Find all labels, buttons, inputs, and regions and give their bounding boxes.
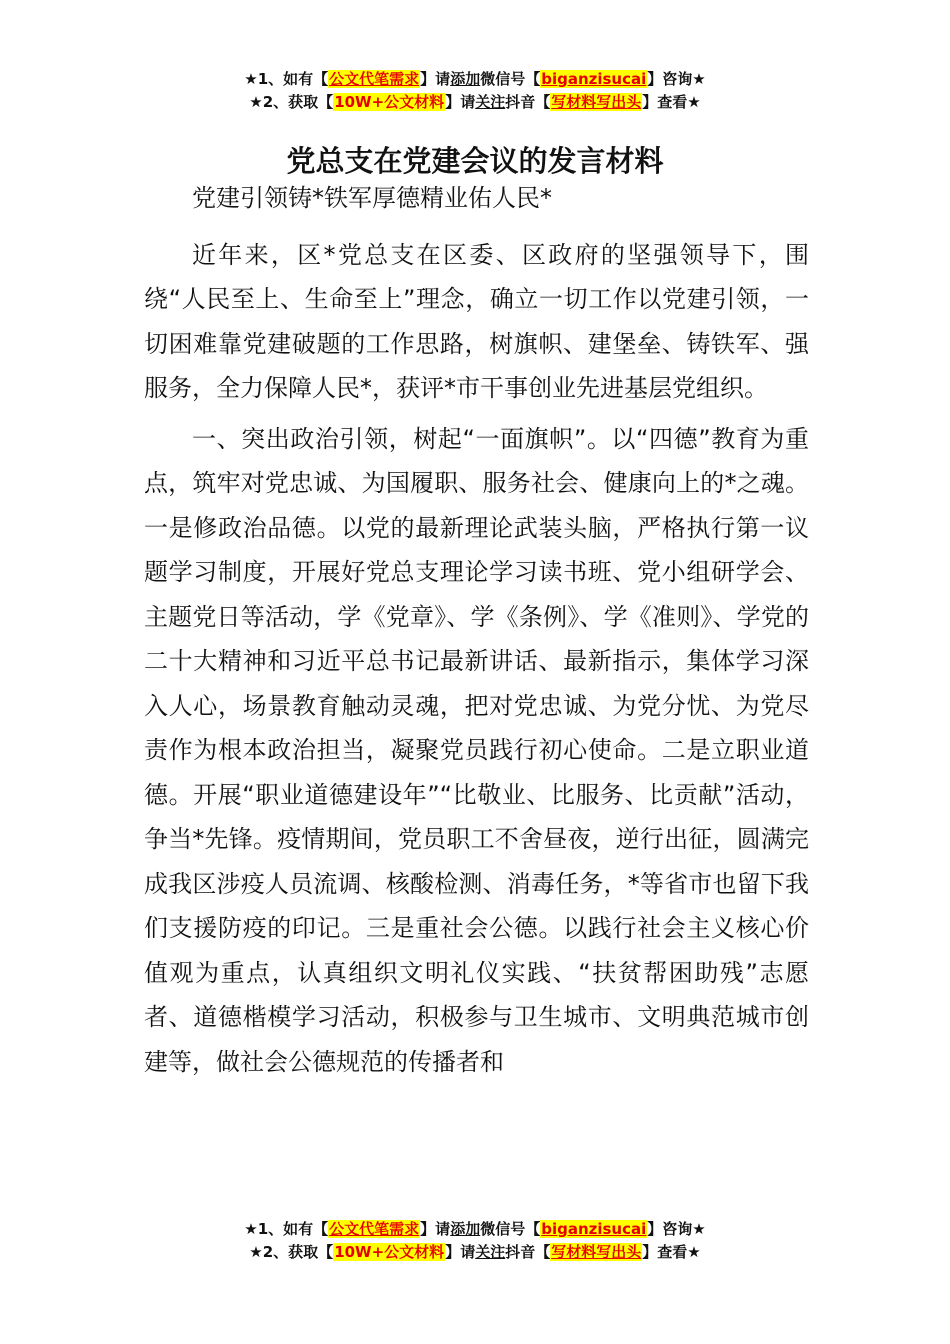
banner-line-2 <box>0 1241 950 1264</box>
document-title: 党总支在党建会议的发言材料 <box>286 144 664 179</box>
header-banner <box>0 68 950 114</box>
banner-highlight: 10W+公文材料 <box>334 1243 445 1261</box>
banner-text: ★2、获取【 <box>249 1243 334 1261</box>
banner-highlight: biganzisucai <box>541 1220 647 1238</box>
banner-highlight: 公文代笔需求 <box>329 1220 420 1238</box>
footer-banner <box>0 1218 950 1264</box>
banner-text: 微信号【 <box>480 70 541 88</box>
banner-highlight: 写材料写出头 <box>551 1243 642 1261</box>
banner-text: ★1、如有【 <box>244 70 329 88</box>
banner-highlight: 写材料写出头 <box>551 93 642 111</box>
paragraph: 近年来，区*党总支在区委、区政府的坚强领导下，围绕“人民至上、生命至上”理念，确立一切工作以党建引领，一切困难靠党建破题的工作思路，树旗帜、建堡垒、铸铁军、强服务，全力保障人民*，获评*市干事创业先进基层党组织。 <box>144 240 809 402</box>
banner-emphasis: 添加 <box>450 1220 481 1238</box>
banner-text: 微信号【 <box>480 1220 541 1238</box>
banner-text: 】咨询★ <box>647 70 706 88</box>
banner-text: 抖音【 <box>505 1243 551 1261</box>
banner-text: 】咨询★ <box>647 1220 706 1238</box>
banner-text: 】查看★ <box>642 1243 701 1261</box>
banner-highlight: 10W+公文材料 <box>334 93 445 111</box>
banner-text: ★1、如有【 <box>244 1220 329 1238</box>
banner-text: 】请 <box>445 93 476 111</box>
document-subtitle: 党建引领铸*铁军厚德精业佑人民* <box>192 184 552 212</box>
banner-line-1 <box>0 1218 950 1241</box>
banner-emphasis: 关注 <box>475 1243 506 1261</box>
banner-highlight: biganzisucai <box>541 70 647 88</box>
banner-emphasis: 添加 <box>450 70 481 88</box>
banner-text: ★2、获取【 <box>249 93 334 111</box>
banner-text: 】查看★ <box>642 93 701 111</box>
banner-text: 抖音【 <box>505 93 551 111</box>
banner-text: 】请 <box>445 1243 476 1261</box>
banner-emphasis: 关注 <box>475 93 506 111</box>
banner-text: 】请 <box>420 70 451 88</box>
banner-text: 】请 <box>420 1220 451 1238</box>
banner-highlight: 公文代笔需求 <box>329 70 420 88</box>
banner-line-2 <box>0 91 950 114</box>
document-body <box>144 176 809 1090</box>
banner-line-1 <box>0 68 950 91</box>
paragraph: 一、突出政治引领，树起“一面旗帜”。以“四德”教育为重点，筑牢对党忠诚、为国履职、服务社会、健康向上的*之魂。一是修政治品德。以党的最新理论武装头脑，严格执行第一议题学习制度，开展好党总支理论学习读书班、党小组研学会、主题党日等活动，学《党章》、学《条例》、学《准则》、学党的二十大精神和习近平总书记最新讲话、最新指示，集体学习深入人心，场景教育触动灵魂，把对党忠诚、为党分忧、为党尽责作为根本政治担当，凝聚党员践行初心使命。二是立职业道德。开展“职业道德建设年”“比敬业、比服务、比贡献”活动，争当*先锋。疫情期间，党员职工不舍昼夜，逆行出征，圆满完成我区涉疫人员流调、核酸检测、消毒任务，*等省市也留下我们支援防疫的印记。三是重社会公德。以践行社会主义核心价值观为重点，认真组织文明礼仪实践、“扶贫帮困助残”志愿者、道德楷模学习活动，积极参与卫生城市、文明典范城市创建等，做社会公德规范的传播者和 <box>144 424 809 1076</box>
